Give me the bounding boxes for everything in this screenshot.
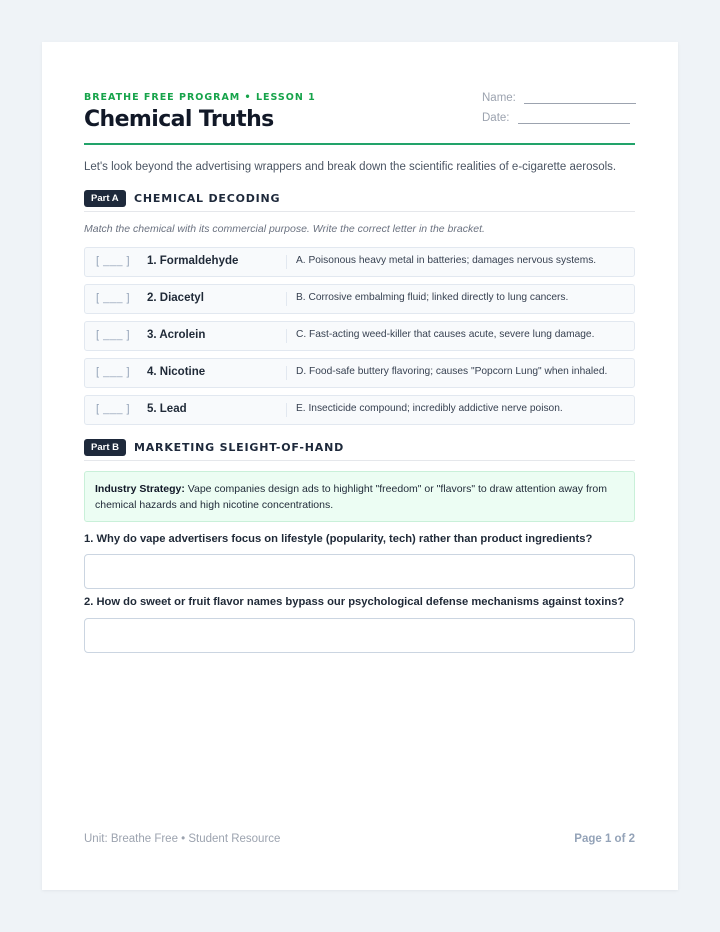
name-label: Name: — [482, 92, 516, 104]
part-b-title: MARKETING SLEIGHT-OF-HAND — [134, 441, 345, 454]
row-divider — [286, 255, 287, 269]
part-a-badge: Part A — [84, 190, 126, 207]
chemical-name-1: 1. Formaldehyde — [147, 255, 239, 267]
part-a-title: CHEMICAL DECODING — [134, 192, 281, 205]
part-b-header — [84, 439, 635, 461]
date-field[interactable] — [518, 110, 630, 124]
question-2: 2. How do sweet or fruit flavor names bypass our psychological defense mechanisms against toxins? — [84, 596, 625, 608]
chemical-name-5: 5. Lead — [147, 403, 187, 415]
chemical-name-2: 2. Diacetyl — [147, 292, 204, 304]
answer-bracket-2[interactable]: [ ___ ] — [96, 292, 131, 304]
row-divider — [286, 366, 287, 380]
part-a-header — [84, 190, 635, 212]
row-divider — [286, 329, 287, 343]
row-divider — [286, 292, 287, 306]
worksheet-page — [42, 42, 678, 890]
footer-unit: Unit: Breathe Free • Student Resource — [84, 833, 281, 845]
part-a-instructions: Match the chemical with its commercial purpose. Write the correct letter in the bracket. — [84, 223, 485, 235]
definition-d: D. Food-safe buttery flavoring; causes "Popcorn Lung" when inhaled. — [296, 366, 608, 377]
chemical-name-3: 3. Acrolein — [147, 329, 206, 341]
program-eyebrow: BREATHE FREE PROGRAM • LESSON 1 — [84, 92, 316, 103]
answer-bracket-1[interactable]: [ ___ ] — [96, 255, 131, 267]
callout-text: Vape companies design ads to highlight "freedom" or "flavors" to draw attention away from chemical hazards and high nicotine concentrations. — [95, 483, 607, 511]
match-row-4 — [84, 358, 635, 388]
callout-label: Industry Strategy: — [95, 483, 185, 495]
intro-text: Let's look beyond the advertising wrappers and break down the scientific realities of e-cigarette aerosols. — [84, 161, 617, 173]
match-row-3 — [84, 321, 635, 351]
question-1: 1. Why do vape advertisers focus on lifestyle (popularity, tech) rather than product ingredients? — [84, 533, 593, 545]
definition-e: E. Insecticide compound; incredibly addictive nerve poison. — [296, 403, 563, 414]
answer-box-1[interactable] — [84, 554, 635, 589]
answer-box-2[interactable] — [84, 618, 635, 653]
date-label: Date: — [482, 112, 510, 124]
definition-b: B. Corrosive embalming fluid; linked directly to lung cancers. — [296, 292, 569, 303]
answer-bracket-4[interactable]: [ ___ ] — [96, 366, 131, 378]
name-field-row — [482, 84, 635, 104]
page-number: Page 1 of 2 — [574, 833, 635, 845]
definition-c: C. Fast-acting weed-killer that causes acute, severe lung damage. — [296, 329, 595, 340]
student-info-fields — [482, 84, 635, 124]
chemical-name-4: 4. Nicotine — [147, 366, 206, 378]
answer-bracket-5[interactable]: [ ___ ] — [96, 403, 131, 415]
part-b-badge: Part B — [84, 439, 126, 456]
row-divider — [286, 403, 287, 417]
match-row-1 — [84, 247, 635, 277]
industry-strategy-callout — [84, 471, 635, 522]
answer-bracket-3[interactable]: [ ___ ] — [96, 329, 131, 341]
title-divider — [84, 143, 635, 145]
date-field-row — [482, 104, 635, 124]
name-field[interactable] — [524, 90, 636, 104]
page-title: Chemical Truths — [84, 107, 274, 132]
match-row-2 — [84, 284, 635, 314]
match-row-5 — [84, 395, 635, 425]
definition-a: A. Poisonous heavy metal in batteries; damages nervous systems. — [296, 255, 597, 266]
